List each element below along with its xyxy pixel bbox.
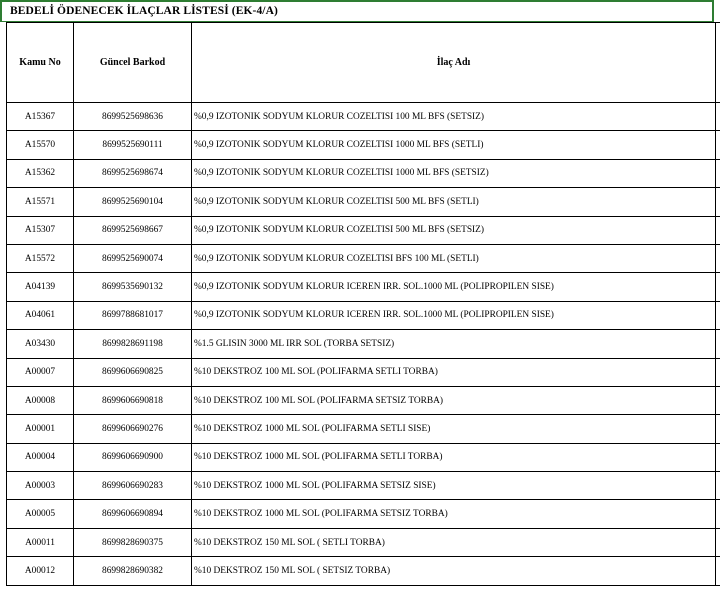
cell-ilac-adi: %0,9 IZOTONIK SODYUM KLORUR COZELTISI BFS 100 ML (SETLI) <box>192 244 716 272</box>
table-row <box>7 472 720 500</box>
table-row <box>7 131 720 159</box>
table-row <box>7 301 720 329</box>
cell-barkod: 8699606690276 <box>74 415 192 443</box>
cell-overflow <box>716 244 720 272</box>
table-row <box>7 557 720 585</box>
cell-ilac-adi: %10 DEKSTROZ 100 ML SOL (POLIFARMA SETSIZ TORBA) <box>192 386 716 414</box>
table-row <box>7 159 720 187</box>
cell-overflow <box>716 131 720 159</box>
table-row <box>7 188 720 216</box>
cell-ilac-adi: %0,9 IZOTONIK SODYUM KLORUR COZELTISI 100 ML BFS (SETSIZ) <box>192 103 716 131</box>
cell-ilac-adi: %10 DEKSTROZ 150 ML SOL ( SETSIZ TORBA) <box>192 557 716 585</box>
table-row <box>7 216 720 244</box>
cell-ilac-adi: %0,9 IZOTONIK SODYUM KLORUR COZELTISI 500 ML BFS (SETSIZ) <box>192 216 716 244</box>
cell-barkod: 8699606690894 <box>74 500 192 528</box>
table-row <box>7 443 720 471</box>
cell-overflow <box>716 557 720 585</box>
cell-ilac-adi: %10 DEKSTROZ 1000 ML SOL (POLIFARMA SETSIZ TORBA) <box>192 500 716 528</box>
header-guncel-barkod: Güncel Barkod <box>74 23 192 103</box>
header-ilac-adi: İlaç Adı <box>192 23 716 103</box>
cell-overflow <box>716 103 720 131</box>
list-title-bar <box>0 0 714 22</box>
cell-barkod: 8699828690375 <box>74 528 192 556</box>
cell-overflow <box>716 330 720 358</box>
cell-ilac-adi: %10 DEKSTROZ 1000 ML SOL (POLIFARMA SETSIZ SISE) <box>192 472 716 500</box>
cell-barkod: 8699606690825 <box>74 358 192 386</box>
cell-overflow <box>716 386 720 414</box>
cell-barkod: 8699788681017 <box>74 301 192 329</box>
cell-kamu-no: A15367 <box>7 103 74 131</box>
cell-kamu-no: A00001 <box>7 415 74 443</box>
cell-overflow <box>716 528 720 556</box>
table-row <box>7 500 720 528</box>
cell-barkod: 8699525690074 <box>74 244 192 272</box>
cell-kamu-no: A00004 <box>7 443 74 471</box>
cell-overflow <box>716 301 720 329</box>
cell-barkod: 8699606690818 <box>74 386 192 414</box>
table-row <box>7 528 720 556</box>
cell-kamu-no: A00005 <box>7 500 74 528</box>
table-row <box>7 415 720 443</box>
cell-ilac-adi: %1.5 GLISIN 3000 ML IRR SOL (TORBA SETSIZ) <box>192 330 716 358</box>
table-row <box>7 330 720 358</box>
cell-ilac-adi: %0,9 IZOTONIK SODYUM KLORUR COZELTISI 1000 ML BFS (SETLI) <box>192 131 716 159</box>
cell-ilac-adi: %10 DEKSTROZ 1000 ML SOL (POLIFARMA SETLI SISE) <box>192 415 716 443</box>
table-row <box>7 273 720 301</box>
cell-kamu-no: A04061 <box>7 301 74 329</box>
header-row <box>7 23 720 103</box>
cell-overflow <box>716 472 720 500</box>
cell-ilac-adi: %0,9 IZOTONIK SODYUM KLORUR ICEREN IRR. SOL.1000 ML (POLIPROPILEN SISE) <box>192 301 716 329</box>
cell-barkod: 8699525690111 <box>74 131 192 159</box>
cell-overflow <box>716 216 720 244</box>
cell-kamu-no: A15570 <box>7 131 74 159</box>
cell-ilac-adi: %0,9 IZOTONIK SODYUM KLORUR COZELTISI 500 ML BFS (SETLI) <box>192 188 716 216</box>
cell-ilac-adi: %10 DEKSTROZ 1000 ML SOL (POLIFARMA SETLI TORBA) <box>192 443 716 471</box>
table-header <box>7 23 720 103</box>
cell-barkod: 8699606690283 <box>74 472 192 500</box>
cell-overflow <box>716 159 720 187</box>
cell-barkod: 8699535690132 <box>74 273 192 301</box>
table-row <box>7 244 720 272</box>
cell-kamu-no: A00012 <box>7 557 74 585</box>
cell-barkod: 8699525698636 <box>74 103 192 131</box>
table-row <box>7 358 720 386</box>
cell-barkod: 8699828690382 <box>74 557 192 585</box>
drug-list-table <box>6 22 720 586</box>
cell-barkod: 8699525698674 <box>74 159 192 187</box>
cell-kamu-no: A00007 <box>7 358 74 386</box>
cell-ilac-adi: %0,9 IZOTONIK SODYUM KLORUR COZELTISI 1000 ML BFS (SETSIZ) <box>192 159 716 187</box>
cell-ilac-adi: %10 DEKSTROZ 100 ML SOL (POLIFARMA SETLI TORBA) <box>192 358 716 386</box>
cell-overflow <box>716 443 720 471</box>
cell-overflow <box>716 415 720 443</box>
cell-barkod: 8699525698667 <box>74 216 192 244</box>
cell-overflow <box>716 273 720 301</box>
cell-barkod: 8699828691198 <box>74 330 192 358</box>
list-title: BEDELİ ÖDENECEK İLAÇLAR LİSTESİ (EK-4/A) <box>10 5 278 17</box>
cell-kamu-no: A04139 <box>7 273 74 301</box>
cell-overflow <box>716 500 720 528</box>
cell-kamu-no: A00003 <box>7 472 74 500</box>
cell-kamu-no: A00008 <box>7 386 74 414</box>
cell-kamu-no: A15571 <box>7 188 74 216</box>
cell-kamu-no: A15362 <box>7 159 74 187</box>
header-overflow-column <box>716 23 720 103</box>
cell-overflow <box>716 358 720 386</box>
cell-barkod: 8699525690104 <box>74 188 192 216</box>
cell-barkod: 8699606690900 <box>74 443 192 471</box>
table-row <box>7 386 720 414</box>
cell-ilac-adi: %0,9 IZOTONIK SODYUM KLORUR ICEREN IRR. SOL.1000 ML (POLIPROPILEN SISE) <box>192 273 716 301</box>
table-body <box>7 103 720 586</box>
table-row <box>7 103 720 131</box>
cell-kamu-no: A03430 <box>7 330 74 358</box>
cell-kamu-no: A00011 <box>7 528 74 556</box>
cell-kamu-no: A15307 <box>7 216 74 244</box>
cell-overflow <box>716 188 720 216</box>
cell-kamu-no: A15572 <box>7 244 74 272</box>
header-kamu-no: Kamu No <box>7 23 74 103</box>
cell-ilac-adi: %10 DEKSTROZ 150 ML SOL ( SETLI TORBA) <box>192 528 716 556</box>
